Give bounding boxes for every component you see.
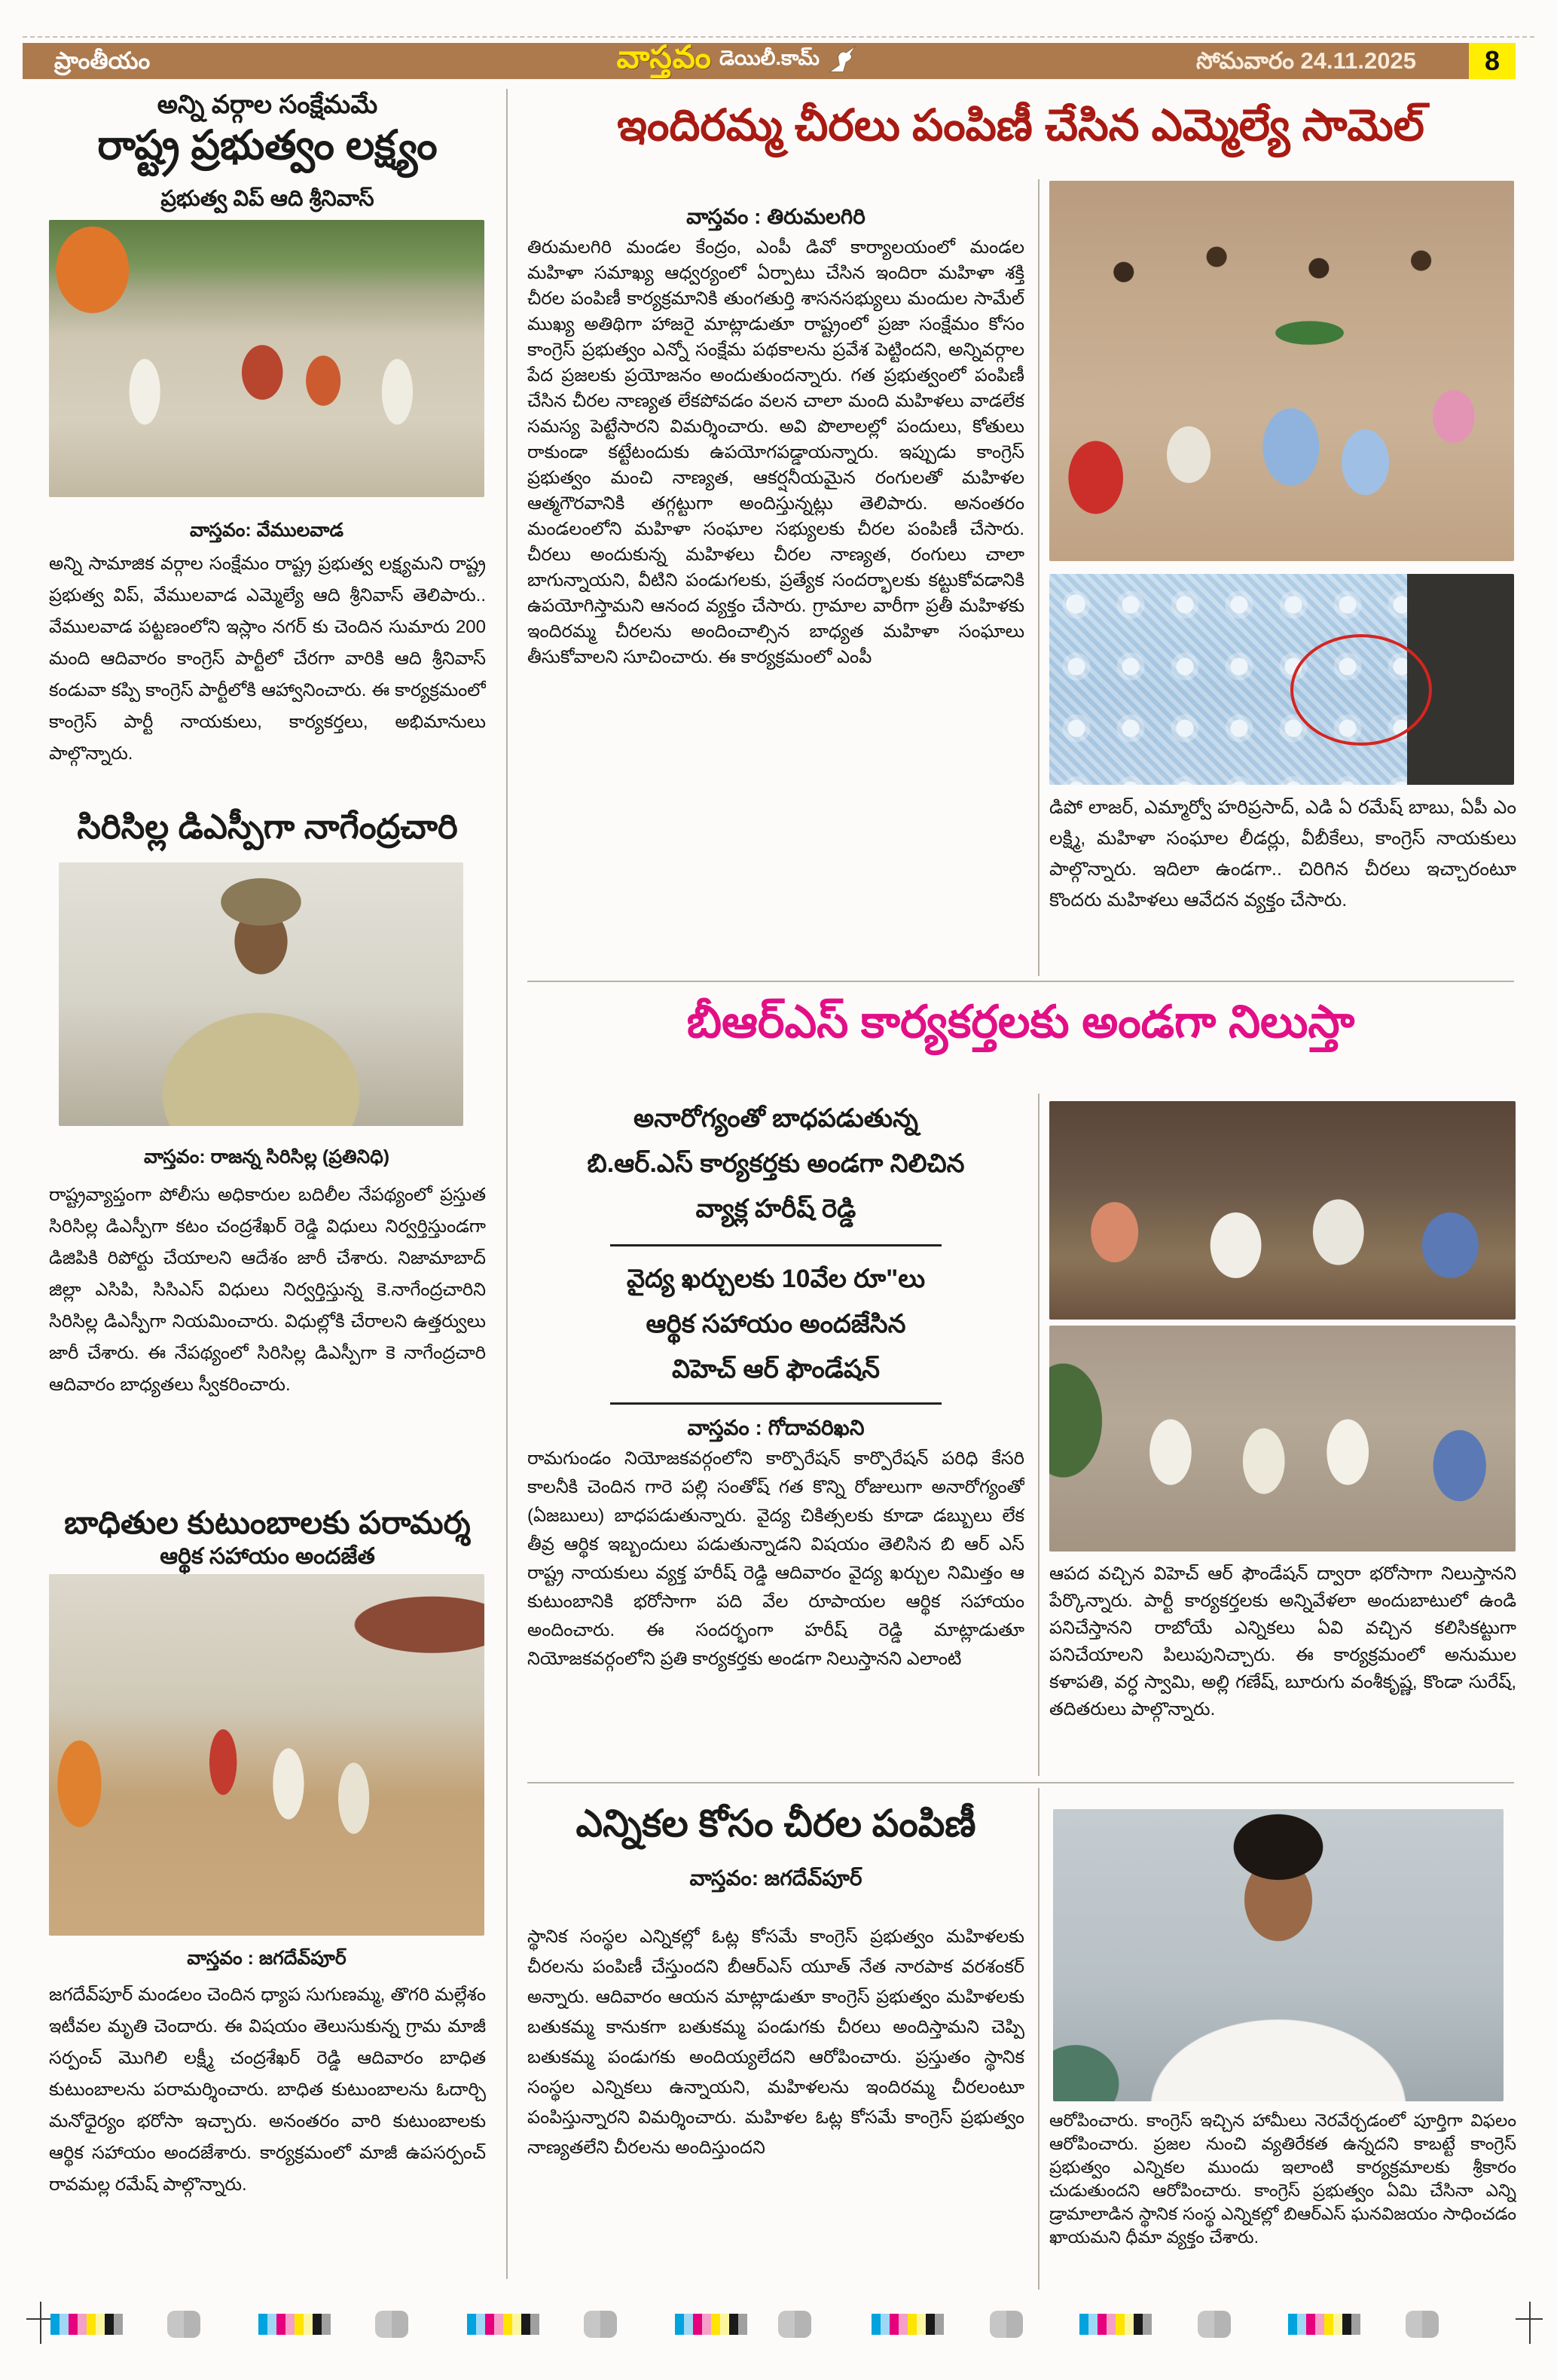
sarees-photo-caption: డిపో లాజర్, ఎమ్మార్వో హరిప్రసాద్, ఎడి ఏ రమేష్ బాబు, ఏపీ ఎం లక్ష్మి, మహిళా సంఘాల లీడర్లు, వీబీకేలు, కాంగ్రెస్ నాయకులు పాల్గొన్నారు. ఇదిలా ఉండగా.. చిరిగిన చీరలు ఇచ్చారంటూ కొందరు మహిళలు ఆవేదన వ్యక్తం చేసారు. [1049,797,1516,911]
welfare-kicker: అన్ని వర్గాల సంక్షేమమే [157,90,378,119]
color-swatch [702,2314,711,2335]
color-swatch [87,2314,96,2335]
color-swatch [1125,2314,1134,2335]
color-swatch [485,2314,494,2335]
color-swatch [521,2314,530,2335]
election-body: స్థానిక సంస్థల ఎన్నికల్లో ఓట్ల కోసమే కాంగ్రెస్ ప్రభుత్వం మహిళలకు చీరలను పంపిణీ చేస్తుందని బీఆర్ఎస్ యూత్ నేత నారపాక వరశంకర్ అన్నారు. ఆదివారం ఆయన మాట్లాడుతూ కాంగ్రెస్ ప్రభుత్వం మహిళలకు బతుకమ్మ కానుకగా బతుకమ్మ పండుగకు చీరలు అందిస్తామని చెప్పి బతుకమ్మ పండుగకు అందియ్యలేదని ఆరోపించారు. ప్రస్తుతం స్థానిక సంస్థల ఎన్నికలు ఉన్నాయని, మహిళలను ఇందిరమ్మ చీరలంటూ పంపిస్తున్నారని విమర్శించారు. మహిళల ఓట్ల కోసమే కాంగ్రెస్ ప్రభుత్వం నాణ్యతలేని చీరలను అందిస్తుందని [527,1927,1024,2158]
sarees-crowd-photo [1049,181,1514,561]
color-swatch [96,2314,105,2335]
registration-color-bar [675,2314,747,2335]
brand-logo [616,38,860,79]
election-headline: ఎన్నికల కోసం చీరల పంపిణీ [575,1802,976,1844]
sarees-headline: ఇందిరమ్మ చీరలు పంపిణీ చేసిన ఎమ్మెల్యే సామెల్ [617,101,1424,150]
welfare-photo-caption: వాస్తవం: వేములవాడ [190,520,343,541]
color-swatch [935,2314,944,2335]
page-number-box: 8 [1469,43,1516,79]
welfare-body: అన్ని సామాజిక వర్గాల సంక్షేమం రాష్ట్ర ప్రభుత్వ లక్ష్యమని రాష్ట్ర ప్రభుత్వ విప్, వేములవాడ ఎమ్మెల్యే ఆది శ్రీనివాస్ తెలిపారు.. వేములవాడ పట్టణంలోని ఇస్లాం నగర్ కు చెందిన సుమారు 200 మంది ఆదివారం కాంగ్రెస్ పార్టీలో చేరగా వారికి ఆది శ్రీనివాస్ కండువా కప్పి కాంగ్రెస్ పార్టీలోకి ఆహ్వానించారు. ఈ కార్యక్రమంలో కాంగ్రెస్ పార్టీ నాయకులు, కార్యకర్తలు, అభిమానులు పాల్గొన్నారు. [49,554,486,764]
crop-mark-right [1516,2302,1543,2344]
color-swatch [917,2314,926,2335]
color-swatch [1324,2314,1333,2335]
column-rule-left [506,89,508,2279]
column-rule-right-1 [1038,179,1040,976]
dsp-headline: సిరిసిల్ల డిఎస్పీగా నాగేంద్రచారి [77,807,458,846]
color-swatch [1088,2314,1098,2335]
condolence-body: జగదేవ్‌పూర్ మండలం చెందిన ధ్యాప సుగుణమ్మ, తొగరి మల్లేశం ఇటీవల మృతి చెందారు. ఈ విషయం తెలుసుకున్న గ్రామ మాజీ సర్పంచ్ మొగిలి లక్ష్మీ చంద్రశేఖర్ రెడ్డి ఆదివారం బాధిత కుటుంబాలను పరామర్శించారు. బాధిత కుటుంబాలను ఓదార్చి మనోధైర్యం భరోసా ఇచ్చారు. అనంతరం వారి కుటుంబాలకు ఆర్థిక సహాయం అందజేశారు. కార్యక్రమంలో మాజీ ఉపసర్పంచ్ రావమల్ల రమేష్ పాల్గొన్నారు. [49,1985,486,2195]
fabric-annotation-circle [1290,634,1432,746]
color-swatch [693,2314,702,2335]
registration-color-bar [1288,2314,1360,2335]
section-label: ప్రాంతీయం [54,47,151,74]
color-swatch [684,2314,693,2335]
brs-deck2-line1: వైద్య ఖర్చులకు 10వేల రూ"లు [626,1265,926,1293]
color-swatch [1306,2314,1315,2335]
brs-visit-photo [1049,1101,1516,1320]
color-swatch [908,2314,917,2335]
condolence-photo-caption: వాస్తవం : జగదేవ్‌పూర్ [187,1948,347,1969]
election-body-continued: ఆరోపించారు. కాంగ్రెస్ ఇచ్చిన హామీలు నెరవేర్చడంలో పూర్తిగా విఫలం ఆరోపించారు. ప్రజల నుంచి వ్యతిరేకత ఉన్నదని కాబట్టే కాంగ్రెస్ ప్రభుత్వం ఎన్నికల ముందు ఇలాంటి కార్యక్రమాలకు శ్రీకారం చుడుతుందని ఆరోపించారు. కాంగ్రెస్ ప్రభుత్వం ఏమి చేసినా ఎన్ని డ్రామాలాడిన స్థానిక సంస్థ ఎన్నికల్లో బిఆర్ఎస్ ఘనవిజయం సాధించడం ఖాయమని ధీమా వ్యక్తం చేశారు. [1049,2110,1516,2247]
color-swatch [720,2314,729,2335]
brs-body: రామగుండం నియోజకవర్గంలోని కార్పొరేషన్ కార్పొరేషన్ పరిధి కేసరి కాలనీకి చెందిన గారె పల్లి సంతోష్ గత కొన్ని రోజులుగా అనారోగ్యంతో (ఏజబులు) బాధపడుతున్నారు. వైద్య చికిత్సలకు కూడా డబ్బులు లేక తీవ్ర ఆర్థిక ఇబ్బందులు పడుతున్నాడని విషయం తెలిసిన బి ఆర్ ఎస్ రాష్ట్ర నాయకులు వ్యక్త హరీష్ రెడ్డి ఆదివారం వైద్య ఖర్చుల నిమిత్తం ఆ కుటుంబానికి భరోసాగా పది వేల రూపాయల ఆర్థిక సహాయం అందించారు. ఈ సందర్భంగా హరీష్ రెడ్డి మాట్లాడుతూ నియోజకవర్గంలోని ప్రతి కార్యకర్తకు అండగా నిలుస్తానని ఎలాంటి [527,1448,1024,1669]
color-swatch [258,2314,267,2335]
color-swatch [1315,2314,1324,2335]
welfare-headline: రాష్ట్ర ప్రభుత్వం లక్ష్యం [97,123,438,168]
color-swatch [926,2314,935,2335]
color-swatch [69,2314,78,2335]
color-swatch [114,2314,123,2335]
election-dateline: వాస్తవం: జగదేవ్‌పూర్ [689,1866,862,1890]
condolence-headline: బాధితుల కుటుంబాలకు పరామర్శ [64,1505,471,1540]
color-swatch [494,2314,503,2335]
registration-gray-patch [778,2311,811,2338]
color-swatch [711,2314,720,2335]
color-swatch [729,2314,738,2335]
color-swatch [1288,2314,1297,2335]
brs-headline: బీఆర్ఎస్ కార్యకర్తలకు అండగా నిలుస్తా [686,996,1355,1047]
registration-color-bar [467,2314,539,2335]
color-swatch [1143,2314,1152,2335]
masthead-bar [23,38,1469,79]
registration-color-bar [1079,2314,1152,2335]
column-rule-right-3 [1038,1788,1040,2290]
brs-dateline: వాస్తవం : గోదావరిఖని [687,1416,865,1439]
brs-body-continued: ఆపద వచ్చిన విహెచ్ ఆర్ ఫౌండేషన్ ద్వారా భరోసాగా నిలుస్తానని పేర్కొన్నారు. పార్టీ కార్యకర్తలకు అన్నివేళలా అందుబాటులో ఉండి పనిచేస్తానని రాబోయే ఎన్నికలు ఏవి వచ్చిన కలిసికట్టుగా పనిచేయాలని పిలుపునిచ్చారు. ఈ కార్యక్రమంలో అనుముల కళాపతి, వర్ధ స్వామి, అల్లి గణేష్, బూరుగు వంశీకృష్ణ, కొండా సురేష్, తదితరులు పాల్గొన్నారు. [1049,1564,1516,1719]
color-swatch [1107,2314,1116,2335]
column-rule-right-2 [1038,1094,1040,1776]
color-swatch [1342,2314,1351,2335]
color-swatch [1134,2314,1143,2335]
color-swatch [295,2314,304,2335]
color-swatch [512,2314,521,2335]
saree-fabric-photo [1049,574,1514,785]
brs-handover-photo [1049,1326,1516,1552]
color-swatch [304,2314,313,2335]
color-swatch [675,2314,684,2335]
condolence-photo [49,1574,484,1936]
registration-color-bar [872,2314,944,2335]
color-swatch [476,2314,485,2335]
edition-date: సోమవారం 24.11.2025 [1195,47,1416,74]
crop-mark-left [26,2302,53,2344]
condolence-subhead: ఆర్థిక సహాయం అందజేత [160,1544,375,1569]
registration-color-bar [258,2314,331,2335]
section-divider-2 [527,1782,1514,1783]
color-swatch [50,2314,60,2335]
deck-rule-2 [610,1402,942,1405]
color-swatch [872,2314,881,2335]
brs-deck1-line2: బి.ఆర్.ఎస్ కార్యకర్తకు అండగా నిలిచిన [587,1149,965,1178]
page-trim-line [23,36,1534,38]
dsp-photo-caption: వాస్తవం: రాజన్న సిరిసిల్ల (ప్రతినిధి) [143,1146,390,1167]
brand-name: వాస్తవం [616,38,712,75]
registration-gray-patch [375,2311,408,2338]
color-swatch [1297,2314,1306,2335]
brs-deck1-line1: అనారోగ్యంతో బాధపడుతున్న [633,1104,918,1133]
deck-rule-1 [610,1244,942,1246]
registration-color-bar [50,2314,123,2335]
color-swatch [285,2314,295,2335]
color-swatch [738,2314,747,2335]
welfare-photo [49,220,484,497]
registration-gray-patch [584,2311,617,2338]
color-swatch [78,2314,87,2335]
color-swatch [105,2314,114,2335]
sarees-dateline: వాస్తవం : తిరుమలగిరి [686,205,866,228]
section-divider-1 [527,981,1514,982]
color-swatch [881,2314,890,2335]
registration-gray-patch [990,2311,1023,2338]
color-swatch [1098,2314,1107,2335]
color-swatch [899,2314,908,2335]
color-swatch [503,2314,512,2335]
color-swatch [60,2314,69,2335]
election-speaker-photo [1053,1809,1504,2101]
brs-deck2-line3: విహెచ్ ఆర్ ఫౌండేషన్ [671,1355,881,1384]
bird-logo-icon [827,44,860,78]
registration-gray-patch [1406,2311,1439,2338]
sarees-body: తిరుమలగిరి మండల కేంద్రం, ఎంపీ డివో కార్యాలయంలో మండల మహిళా సమాఖ్య ఆధ్వర్యంలో ఏర్పాటు చేసిన ఇందిరా మహిళా శక్తి చీరల పంపిణీ కార్యక్రమానికి తుంగతుర్తి శాసనసభ్యులు మందుల సామేల్ ముఖ్య అతిథిగా హాజరై మాట్లాడుతూ రాష్ట్రంలో ప్రజా సంక్షేమం కోసం కాంగ్రెస్ ప్రభుత్వం ఎన్నో సంక్షేమ పథకాలను ప్రవేశ పెట్టిందని, అన్నివర్గాల పేద ప్రజలకు ప్రయోజనం అందుతుందన్నారు. గత ప్రభుత్వంలో పంపిణీ చేసిన చీరల నాణ్యత లేకపోవడం వలన చాలా మంది మహిళలు వాడలేక సమస్య పెట్టేసారని విమర్శించారు. అవి పొలాలల్లో పందులు, కోతులు రాకుండా కట్టేటందుకు ఉపయోగపడ్డాయన్నారు. ఇప్పుడు కాంగ్రెస్ ప్రభుత్వం మంచి నాణ్యత, ఆకర్షనీయమైన రంగులతో మహిళల ఆత్మగౌరవానికి తగ్గట్టుగా అందిస్తున్నట్లు తెలిపారు. అనంతరం మండలంలోని మహిళా సంఘాల సభ్యులకు చీరల పంపిణీ చేసారు. చీరలు అందుకున్న మహిళలు చీరల నాణ్యత, రంగులు చాలా బాగున్నాయని, వీటిని పండుగలకు, ప్రత్యేక సందర్భాలకు కట్టుకోవడానికి ఉపయోగిస్తామని ఆనంద వ్యక్తం చేసారు. గ్రామాల వారీగా ప్రతీ మహిళకు ఇందిరమ్మ చీరలను అందించాల్సిన బాధ్యత మహిళా సంఘాలు తీసుకోవాలని సూచించారు. ఈ కార్యక్రమంలో ఎంపీ [527,237,1024,667]
color-swatch [1351,2314,1360,2335]
color-swatch [1079,2314,1088,2335]
brs-deck1-line3: వ్యాక్ల హరీష్ రెడ్డి [695,1195,856,1223]
brand-suffix: డెయిలీ.కామ్ [719,47,820,69]
color-swatch [1333,2314,1342,2335]
registration-gray-patch [167,2311,200,2338]
color-swatch [267,2314,276,2335]
dsp-body: రాష్ట్రవ్యాప్తంగా పోలీసు అధికారుల బదిలీల నేపథ్యంలో ప్రస్తుత సిరిసిల్ల డిఎస్పీగా కటం చంద్రశేఖర్ రెడ్డి విధులు నిర్వర్తిస్తుండగా డిజిపికి రిపోర్టు చేయాలని ఆదేశం జారీ చేశారు. నిజామాబాద్ జిల్లా ఎసిపి, సిసిఎస్ విధులు నిర్వర్తిస్తున్న కె.నాగేంద్రచారిని సిరిసిల్ల డిఎస్పీగా నియమించారు. విధుల్లోకి చేరాలని ఉత్తర్వులు జారీ చేశారు. ఈ నేపథ్యంలో సిరిసిల్ల డిఎస్పీగా కె నాగేంద్రచారి ఆదివారం బాధ్యతలు స్వీకరించారు. [49,1185,486,1395]
brs-deck2-line2: ఆర్థిక సహాయం అందజేసిన [646,1310,906,1338]
color-swatch [276,2314,285,2335]
dsp-photo [59,862,463,1126]
color-swatch [467,2314,476,2335]
color-swatch [313,2314,322,2335]
color-swatch [1116,2314,1125,2335]
welfare-byline: ప్రభుత్వ విప్ ఆది శ్రీనివాస్ [160,187,374,211]
color-swatch [890,2314,899,2335]
registration-gray-patch [1198,2311,1231,2338]
color-swatch [530,2314,539,2335]
color-swatch [322,2314,331,2335]
